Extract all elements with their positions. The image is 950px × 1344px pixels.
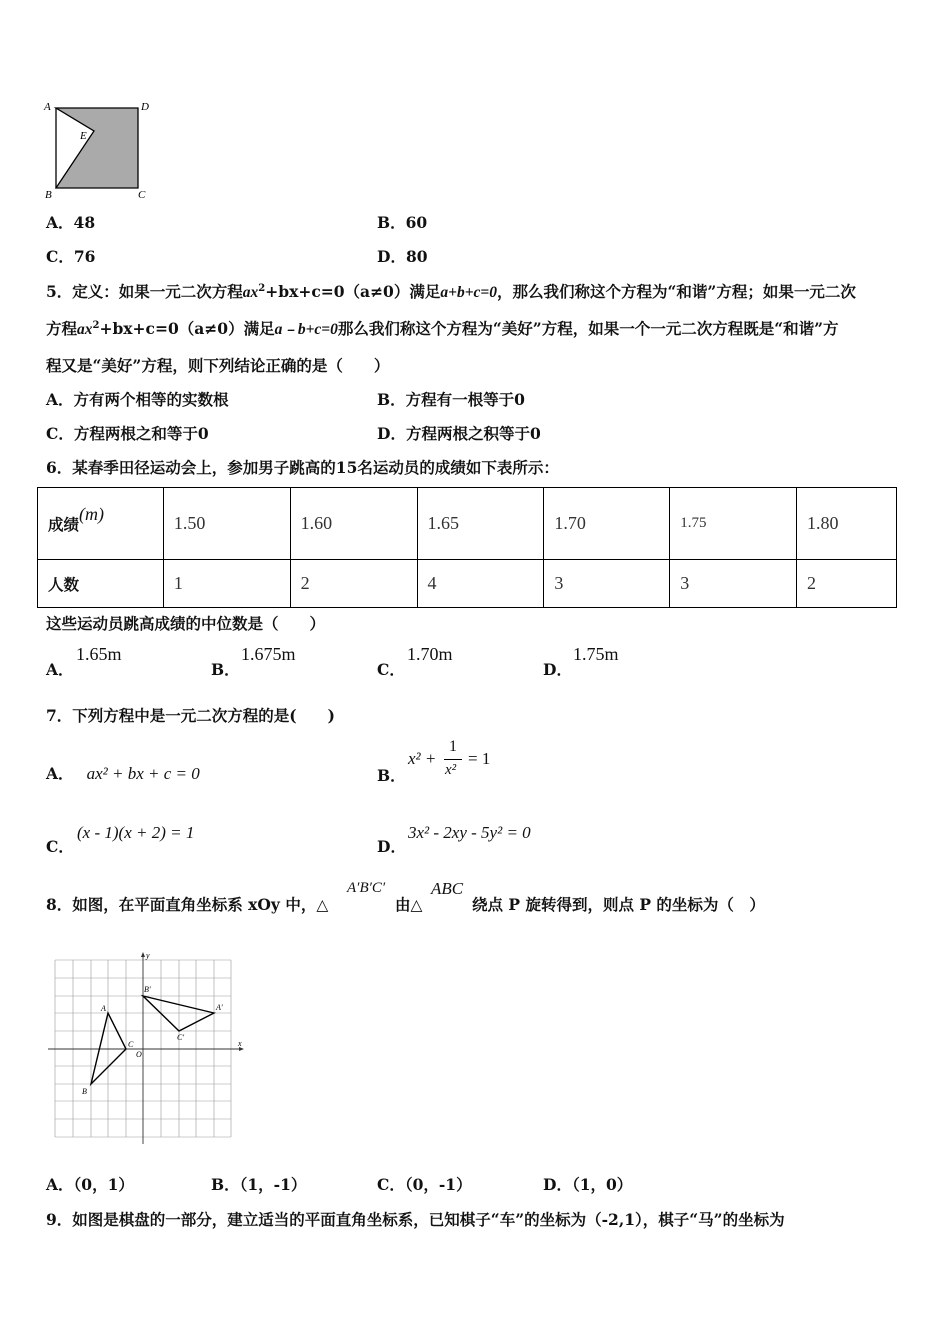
triangle-a1b1c1 — [143, 996, 214, 1031]
q5-option-b[interactable]: B．方程有一根等于0 — [377, 390, 525, 409]
q8-option-b[interactable]: B．（1，-1） — [211, 1175, 307, 1194]
triangle-abc — [91, 1013, 126, 1084]
q5-stem-line3: 程又是“美好”方程，则下列结论正确的是（ ） — [46, 356, 390, 375]
q9-stem: 9．如图是棋盘的一部分，建立适当的平面直角坐标系，已知棋子“车”的坐标为（-2,1），棋子“马”的坐标为 — [46, 1210, 785, 1229]
q6-stem: 6．某春季田径运动会上，参加男子跳高的15名运动员的成绩如下表所示： — [46, 458, 559, 477]
q5-option-c[interactable]: C．方程两根之和等于0 — [46, 424, 209, 443]
count-cell: 2 — [797, 560, 897, 608]
q8-stem: 8．如图，在平面直角坐标系 xOy 中，△ A′B′C′ 由△ ABC 绕点 P 旋转得到，则点 P 的坐标为（ ） — [46, 879, 765, 914]
q6-option-c[interactable]: C． 1.70m — [377, 644, 453, 679]
score-cell: 1.75 — [670, 488, 797, 560]
q4-option-c[interactable]: C．76 — [46, 247, 96, 266]
q6-option-b[interactable]: B． 1.675m — [211, 644, 296, 679]
q5-stem-line2: 方程$ax^2+bx+c=0(a\ne 0)$满足a﹣b+c=0那么我们称这个方程为“美好”方程，如果一个一元二次方程既是“和谐”方 — [46, 319, 839, 338]
label-B: B — [45, 189, 52, 201]
q5-option-d[interactable]: D．方程两根之积等于0 — [377, 424, 541, 443]
score-cell: 1.70 — [544, 488, 670, 560]
origin-label: O — [136, 1050, 142, 1059]
q4-square-figure — [40, 98, 160, 202]
q7-option-d[interactable]: D． 3x² - 2xy - 5y² = 0 — [377, 823, 531, 856]
q8-option-a[interactable]: A．（0，1） — [46, 1175, 134, 1194]
q5-option-a[interactable]: A．方有两个相等的实数根 — [46, 390, 229, 409]
axis-label-x: x — [238, 1039, 242, 1048]
count-cell: 3 — [544, 560, 670, 608]
q7-option-c[interactable]: C． (x - 1)(x + 2) = 1 — [46, 823, 195, 856]
label-E: E — [80, 130, 87, 142]
q4-option-b[interactable]: B．60 — [377, 213, 428, 232]
point-label-B: B — [82, 1087, 87, 1096]
count-cell: 2 — [290, 560, 417, 608]
label-D: D — [141, 101, 149, 113]
point-label-B1: B' — [144, 985, 151, 994]
q8-option-d[interactable]: D．（1，0） — [543, 1175, 633, 1194]
q7-option-b[interactable]: B． x² + 1 x² = 1 — [377, 738, 491, 785]
count-cell: 4 — [417, 560, 544, 608]
q7-stem: 7．下列方程中是一元二次方程的是( ) — [46, 706, 335, 725]
score-cell: 1.80 — [797, 488, 897, 560]
score-cell: 1.60 — [290, 488, 417, 560]
q7-option-a[interactable]: A． ax² + bx + c = 0 — [46, 764, 200, 783]
q5-stem-line1: 5．定义：如果一元二次方程$ax^2+bx+c=0(a\ne 0)$满足a+b+c=0，那么我们称这个方程为“和谐”方程；如果一元二次 — [46, 282, 856, 301]
q4-option-a[interactable]: A．48 — [46, 213, 96, 232]
q8-coordinate-graph — [44, 950, 249, 1148]
score-cell: 1.50 — [163, 488, 290, 560]
q4-option-d[interactable]: D．80 — [377, 247, 428, 266]
point-label-C1: C' — [177, 1033, 185, 1042]
label-C: C — [138, 189, 146, 201]
q6-option-d[interactable]: D． 1.75m — [543, 644, 619, 679]
label-A: A — [44, 101, 51, 113]
point-label-A: A — [101, 1004, 106, 1013]
axis-label-y: y — [146, 951, 150, 960]
point-label-C: C — [128, 1040, 134, 1049]
q6-option-a[interactable]: A． 1.65m — [46, 644, 122, 679]
count-cell: 3 — [670, 560, 797, 608]
score-cell: 1.65 — [417, 488, 544, 560]
table-header-score: 成绩(m) — [38, 488, 164, 560]
table-header-count: 人数 — [38, 560, 164, 608]
q6-score-table — [37, 487, 897, 608]
point-label-A1: A' — [216, 1003, 223, 1012]
count-cell: 1 — [163, 560, 290, 608]
q6-question: 这些运动员跳高成绩的中位数是（ ） — [46, 614, 326, 633]
q8-option-c[interactable]: C．（0，-1） — [377, 1175, 472, 1194]
shaded-region — [56, 108, 138, 188]
